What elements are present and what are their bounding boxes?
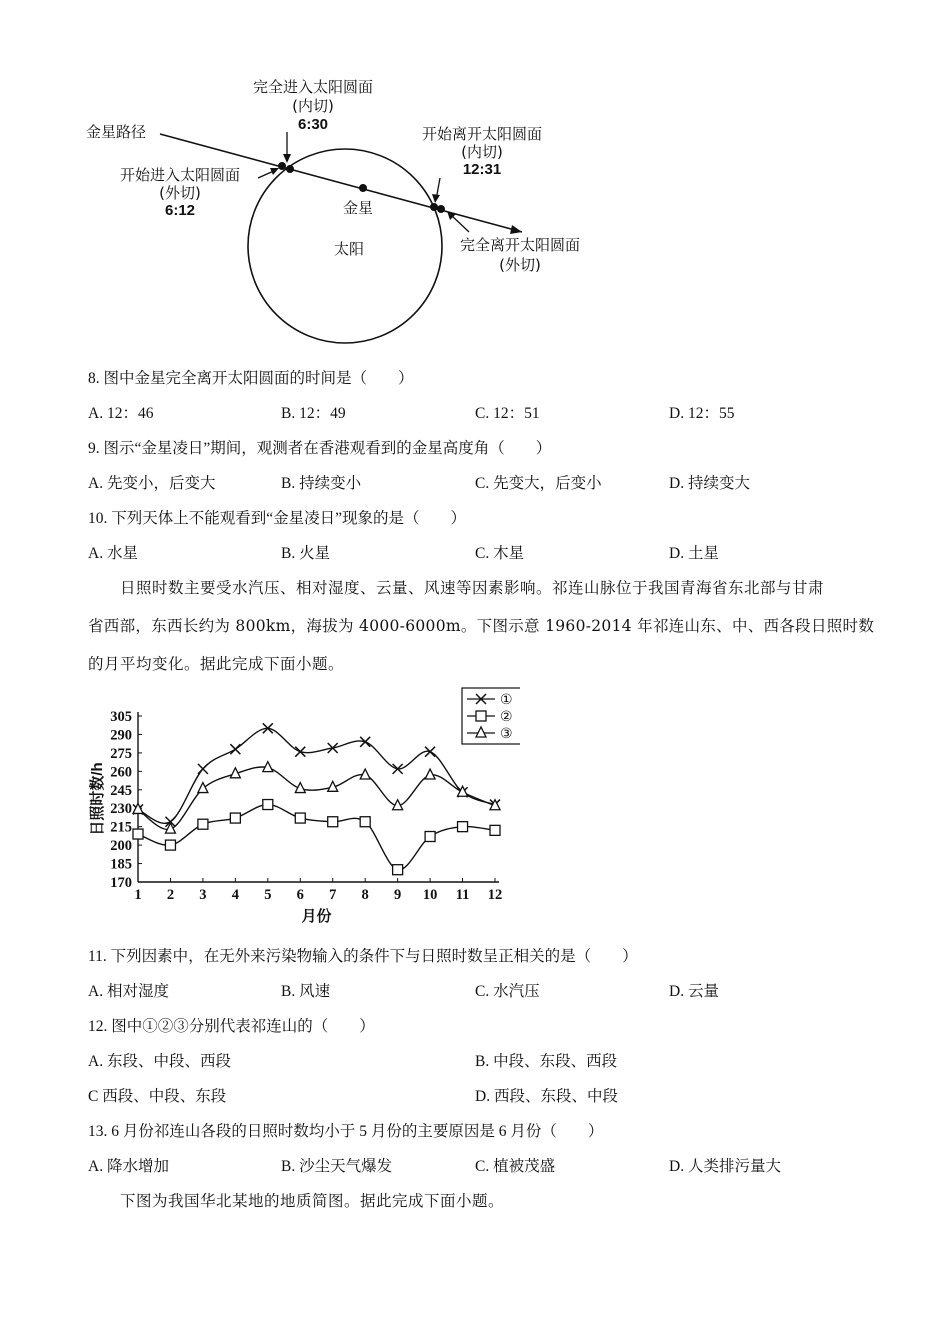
series-2-point-5 [263, 800, 273, 810]
legend-label-1: ① [500, 692, 513, 708]
y-tick-label: 305 [110, 709, 132, 725]
question-13-stem: 13. 6 月份祁连山各段的日照时数均小于 5 月份的主要原因是 6 月份（ ） [88, 1123, 604, 1140]
question-8-option-c[interactable]: C. 12：51 [475, 405, 540, 422]
series-2-point-12 [490, 825, 500, 835]
x-tick-label: 6 [296, 887, 304, 903]
question-9-option-c[interactable]: C. 先变大，后变小 [475, 475, 602, 492]
question-11-option-d[interactable]: D. 云量 [669, 983, 719, 1000]
y-tick-label: 230 [110, 801, 132, 818]
question-12-option-d[interactable]: D. 西段、东段、中段 [475, 1088, 618, 1105]
x-tick-label: 1 [134, 887, 142, 903]
start-leave-sub: (内切) [461, 143, 503, 161]
series-3-point-3 [198, 783, 208, 793]
question-11-stem: 11. 下列因素中，在无外来污染物输入的条件下与日照时数呈正相关的是（ ） [88, 948, 638, 965]
question-10-option-c[interactable]: C. 木星 [475, 545, 525, 562]
y-axis-title: 日照时数/h [89, 762, 106, 836]
start-enter-title: 开始进入太阳圆面 [119, 166, 241, 184]
question-11-option-c[interactable]: C. 水汽压 [475, 983, 540, 1000]
x-tick-label: 9 [394, 887, 402, 903]
question-13-option-c[interactable]: C. 植被茂盛 [475, 1158, 556, 1175]
y-tick-label: 290 [110, 727, 132, 744]
series-2-point-2 [165, 840, 175, 850]
chart-legend [462, 688, 520, 744]
x-tick-label: 7 [329, 887, 337, 903]
venus-dot-start-leave [430, 203, 438, 211]
question-8-stem: 8. 图中金星完全离开太阳圆面的时间是（ ） [88, 370, 414, 387]
series-1-point-4 [230, 744, 240, 754]
question-10-option-d[interactable]: D. 土星 [669, 545, 719, 562]
venus-dot-start-enter [278, 162, 286, 170]
venus-dot-center [359, 184, 367, 192]
y-tick-label: 185 [110, 856, 132, 873]
start-leave-title: 开始离开太阳圆面 [421, 125, 543, 143]
x-tick-label: 11 [455, 887, 470, 903]
series-2-point-6 [295, 813, 305, 823]
full-enter-time: 6:30 [297, 116, 329, 133]
full-enter-sub: (内切) [292, 97, 334, 115]
question-13-option-d[interactable]: D. 人类排污量大 [669, 1158, 781, 1175]
question-12-stem: 12. 图中①②③分别代表祁连山的（ ） [88, 1018, 375, 1035]
series-2-point-3 [198, 819, 208, 829]
question-10-option-a[interactable]: A. 水星 [88, 545, 138, 562]
series-3-point-10 [425, 769, 435, 779]
y-tick-label: 170 [110, 875, 132, 891]
x-tick-label: 5 [264, 887, 272, 903]
venus-path-label: 金星路径 [86, 123, 147, 141]
venus-dot-full-enter [286, 165, 294, 173]
y-tick-label: 275 [110, 745, 132, 762]
full-leave-sub: (外切) [499, 256, 541, 274]
intro-line-2: 省西部，东西长约为 800km，海拔为 4000-6000m。下图示意 1960-2014 年祁连山东、中、西各段日照时数 [88, 617, 875, 635]
series-1-point-3 [198, 764, 208, 774]
x-tick-label: 2 [166, 887, 175, 903]
question-9-option-b[interactable]: B. 持续变小 [281, 475, 362, 492]
series-2-point-8 [360, 817, 370, 827]
question-8-option-b[interactable]: B. 12：49 [281, 405, 346, 422]
x-tick-label: 10 [422, 887, 438, 903]
series-1-point-8 [360, 737, 370, 747]
question-8-option-a[interactable]: A. 12：46 [88, 405, 154, 422]
x-tick-label: 3 [199, 887, 207, 903]
intro-paragraph-geology: 下图为我国华北某地的地质简图。据此完成下面小题。 [120, 1192, 505, 1210]
series-2-point-4 [230, 813, 240, 823]
series-2-point-1 [133, 829, 143, 839]
series-line-2 [138, 805, 495, 870]
series-2-point-9 [393, 865, 403, 875]
x-tick-label: 8 [361, 887, 369, 903]
question-12-option-c[interactable]: C 西段、中段、东段 [88, 1088, 227, 1105]
venus-path-arrowhead [510, 225, 522, 234]
question-9-option-a[interactable]: A. 先变小，后变大 [88, 475, 216, 492]
question-9-option-d[interactable]: D. 持续变大 [669, 475, 750, 492]
pointer-start-leave-head [432, 194, 440, 203]
y-tick-label: 260 [110, 764, 132, 781]
sun-label: 太阳 [334, 240, 365, 258]
question-13-option-b[interactable]: B. 沙尘天气爆发 [281, 1158, 393, 1175]
question-12-option-a[interactable]: A. 东段、中段、西段 [88, 1053, 231, 1070]
y-tick-label: 200 [110, 838, 132, 855]
x-tick-label: 12 [487, 887, 503, 903]
x-tick-label: 4 [231, 887, 239, 903]
venus-dot-full-leave [437, 205, 445, 213]
question-11-option-b[interactable]: B. 风速 [281, 983, 331, 1000]
intro-line-3: 的月平均变化。据此完成下面小题。 [88, 655, 345, 673]
venus-label: 金星 [343, 199, 374, 217]
question-13-option-a[interactable]: A. 降水增加 [88, 1158, 169, 1175]
series-2-point-11 [458, 822, 468, 832]
intro-line-1: 日照时数主要受水汽压、相对湿度、云量、风速等因素影响。祁连山脉位于我国青海省东北部与甘肃 [120, 579, 825, 597]
start-leave-time: 12:31 [462, 161, 502, 178]
sunshine-hours-chart [80, 682, 520, 927]
legend-marker-2 [476, 711, 486, 721]
question-10-stem: 10. 下列天体上不能观看到“金星凌日”现象的是（ ） [88, 510, 467, 527]
full-enter-title: 完全进入太阳圆面 [252, 78, 374, 96]
question-8-option-d[interactable]: D. 12：55 [669, 405, 735, 422]
start-enter-time: 6:12 [164, 202, 196, 219]
series-2-point-10 [425, 832, 435, 842]
y-tick-label: 245 [110, 782, 132, 799]
series-2-point-7 [328, 817, 338, 827]
question-12-option-b[interactable]: B. 中段、东段、西段 [475, 1053, 618, 1070]
question-9-stem: 9. 图示“金星凌日”期间，观测者在香港观看到的金星高度角（ ） [88, 440, 552, 457]
question-10-option-b[interactable]: B. 火星 [281, 545, 331, 562]
legend-label-2: ② [500, 709, 513, 725]
question-11-option-a[interactable]: A. 相对湿度 [88, 983, 169, 1000]
full-leave-title: 完全离开太阳圆面 [459, 236, 581, 254]
y-tick-label: 215 [110, 819, 132, 836]
venus-transit-diagram [0, 0, 950, 360]
chart-series-group [133, 723, 500, 874]
legend-label-3: ③ [500, 726, 513, 742]
series-line-1 [138, 728, 495, 823]
pointer-full-enter-head [283, 154, 291, 163]
start-enter-sub: (外切) [159, 184, 201, 202]
x-axis-title: 月份 [301, 908, 332, 925]
